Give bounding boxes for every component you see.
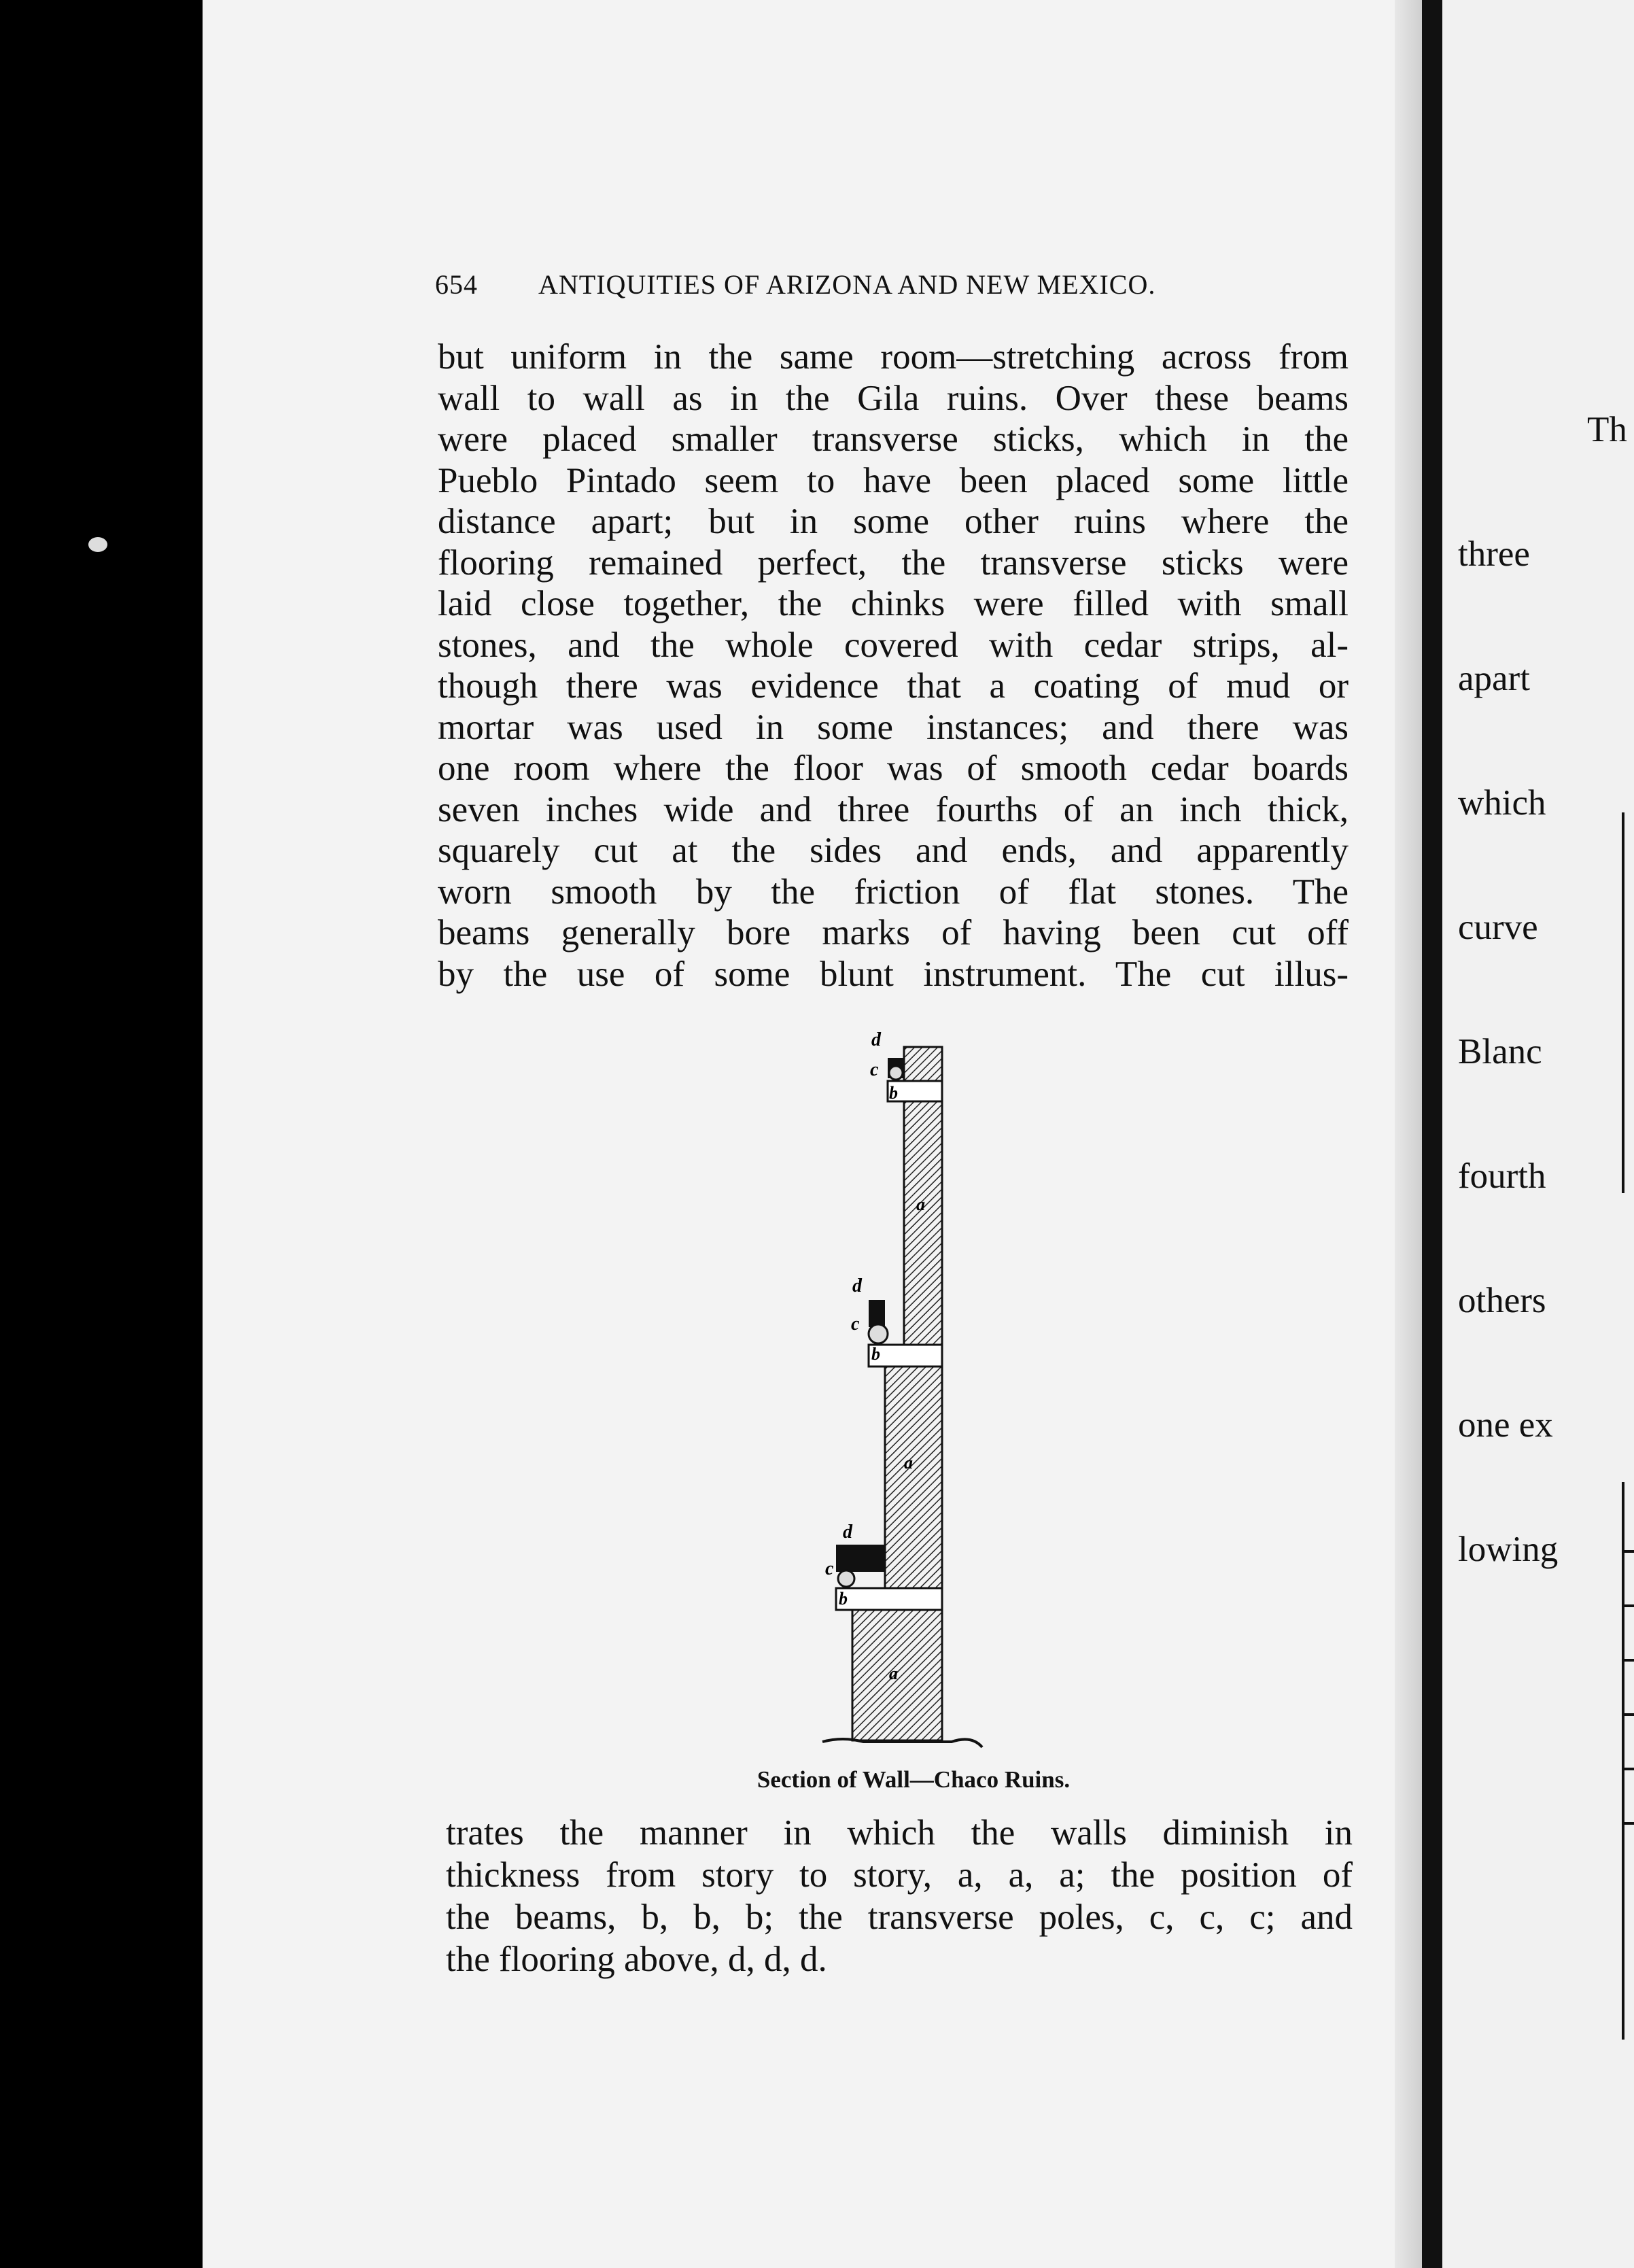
label-c: c (825, 1558, 834, 1579)
text-line: the flooring above, d, d, d. (446, 1940, 827, 1979)
facing-line: apart (1458, 659, 1530, 698)
pole-middle (869, 1324, 888, 1343)
label-b: b (839, 1589, 848, 1609)
text-line: flooring remained perfect, the transverse sticks were (438, 543, 1349, 583)
text-line: Pueblo Pintado seem to have been placed some little (438, 460, 1349, 500)
body-paragraph (438, 337, 1349, 995)
flooring-middle (869, 1300, 885, 1327)
facing-line: three (1458, 534, 1530, 574)
beam-lower (836, 1588, 942, 1610)
label-b: b (871, 1344, 880, 1364)
pole-lower (838, 1570, 854, 1587)
text-line: one room where the floor was of smooth cedar boards (438, 749, 1349, 788)
text-line: though there was evidence that a coating of mud or (438, 666, 1349, 706)
text-line: squarely cut at the sides and ends, and apparently (438, 831, 1349, 870)
facing-page-text (1458, 326, 1634, 1612)
facing-figure-line (1622, 1768, 1634, 1770)
label-b: b (889, 1083, 898, 1103)
facing-figure-line (1622, 1482, 1624, 2040)
label-c: c (851, 1313, 860, 1335)
running-head: ANTIQUITIES OF ARIZONA AND NEW MEXICO. (538, 269, 1156, 300)
label-d: d (843, 1522, 852, 1543)
label-a: a (904, 1453, 913, 1473)
facing-line: others (1458, 1281, 1546, 1320)
facing-line: one ex (1458, 1405, 1553, 1445)
text-line: seven inches wide and three fourths of an inch thick, (438, 789, 1349, 829)
facing-figure-line (1622, 1604, 1634, 1607)
text-line: wall to wall as in the Gila ruins. Over these beams (438, 378, 1349, 418)
facing-figure-line (1622, 812, 1624, 1193)
label-c: c (870, 1059, 879, 1080)
page-number: 654 (435, 269, 478, 300)
facing-line: fourth (1458, 1156, 1546, 1196)
facing-figure-line (1622, 1713, 1634, 1716)
label-a: a (889, 1664, 898, 1683)
page-edge (1395, 0, 1422, 2268)
text-line: laid close together, the chinks were filled with small (438, 584, 1349, 623)
label-a: a (916, 1195, 925, 1214)
text-line: were placed smaller transverse sticks, which in the (438, 419, 1349, 459)
text-line: worn smooth by the friction of flat stones. The (438, 872, 1349, 912)
label-d: d (852, 1275, 862, 1296)
text-line: stones, and the whole covered with cedar strips, al- (438, 625, 1349, 665)
wall-section-figure (795, 1020, 999, 1754)
wall-middle (885, 1367, 942, 1588)
text-line: thickness from story to story, a, a, a; the position of (446, 1855, 1353, 1895)
flooring-lower (836, 1545, 885, 1572)
facing-line: curve (1458, 908, 1538, 947)
text-line: by the use of some blunt instrument. The cut illus- (438, 954, 1349, 994)
figure-caption: Section of Wall—Chaco Ruins. (757, 1766, 1071, 1793)
facing-figure-line (1622, 1550, 1634, 1553)
pole-top (889, 1066, 903, 1080)
facing-figure-line (1622, 1822, 1634, 1825)
book-gutter (1422, 0, 1442, 2268)
text-line: beams generally bore marks of having been cut off (438, 913, 1349, 952)
text-line: distance apart; but in some other ruins where the (438, 502, 1349, 541)
text-line: the beams, b, b, b; the transverse poles, c, c, c; and (446, 1897, 1353, 1937)
label-d: d (871, 1029, 881, 1050)
page-header (435, 269, 1359, 309)
dust-speck (88, 537, 107, 552)
facing-line: which (1458, 783, 1546, 823)
text-line: trates the manner in which the walls diminish in (446, 1813, 1353, 1853)
closing-paragraph (446, 1812, 1353, 1980)
text-line: but uniform in the same room—stretching across from (438, 337, 1349, 377)
facing-line: lowing (1458, 1530, 1559, 1569)
facing-figure-line (1622, 1659, 1634, 1662)
text-line: mortar was used in some instances; and there was (438, 707, 1349, 747)
facing-line: Th (1587, 410, 1627, 449)
facing-line: Blanc (1458, 1032, 1542, 1071)
